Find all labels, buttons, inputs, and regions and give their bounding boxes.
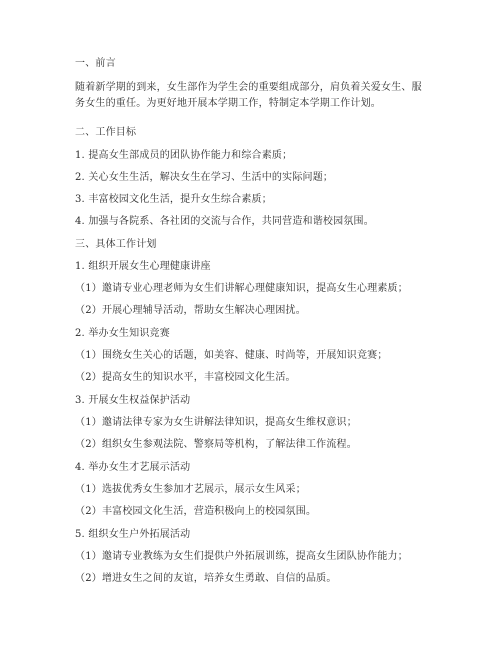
- foreword-paragraph: 随着新学期的到来，女生部作为学生会的重要组成部分，肩负着关爱女生、服务女生的重任。为更好地开展本学期工作，特制定本学期工作计划。: [75, 82, 422, 109]
- section-heading-plan: 三、具体工作计划: [75, 239, 157, 250]
- goal-item: 3. 丰富校园文化生活，提升女生综合素质；: [75, 194, 272, 205]
- plan-point: （2）开展心理辅导活动，帮助女生解决心理困扰。: [75, 305, 306, 316]
- plan-point: （2）丰富校园文化生活，营造积极向上的校园氛围。: [75, 506, 317, 517]
- goal-item: 4. 加强与各院系、各社团的交流与合作，共同营造和谐校园氛围。: [75, 216, 374, 227]
- plan-title: 2. 举办女生知识竞赛: [75, 328, 170, 339]
- plan-point: （1）邀请法律专家为女生讲解法律知识，提高女生维权意识；: [75, 417, 357, 428]
- goal-item: 1. 提高女生部成员的团队协作能力和综合素质；: [75, 150, 293, 161]
- plan-point: （1）邀请专业教练为女生们提供户外拓展训练，提高女生团队协作能力；: [75, 551, 408, 562]
- plan-point: （2）增进女生之间的友谊，培养女生勇敢、自信的品质。: [75, 573, 337, 584]
- plan-title: 3. 开展女生权益保护活动: [75, 395, 191, 406]
- goal-item: 2. 关心女生生活，解决女生在学习、生活中的实际问题；: [75, 172, 334, 183]
- section-heading-foreword: 一、前言: [75, 58, 116, 69]
- plan-title: 5. 组织女生户外拓展活动: [75, 529, 191, 540]
- plan-point: （2）提高女生的知识水平，丰富校园文化生活。: [75, 372, 296, 383]
- section-heading-goals: 二、工作目标: [75, 127, 137, 138]
- plan-point: （1）邀请专业心理老师为女生们讲解心理健康知识，提高女生心理素质；: [75, 283, 408, 294]
- plan-title: 1. 组织开展女生心理健康讲座: [75, 261, 211, 272]
- plan-title: 4. 举办女生才艺展示活动: [75, 462, 191, 473]
- plan-point: （1）围绕女生关心的话题，如美容、健康、时尚等，开展知识竞赛；: [75, 350, 388, 361]
- plan-point: （2）组织女生参观法院、警察局等机构，了解法律工作流程。: [75, 439, 357, 450]
- plan-point: （1）选拔优秀女生参加才艺展示，展示女生风采；: [75, 484, 306, 495]
